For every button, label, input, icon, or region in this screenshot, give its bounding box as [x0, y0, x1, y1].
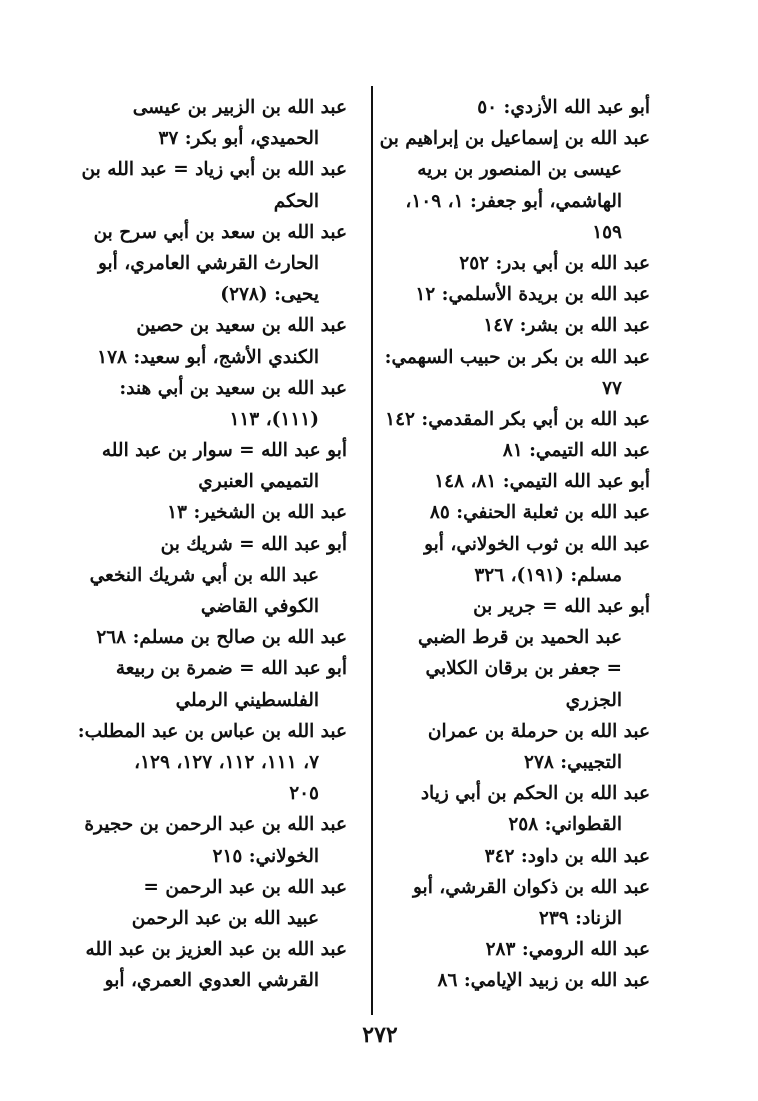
index-entry [350, 497, 650, 528]
index-entry [350, 591, 650, 716]
entry-line: أبو عبد الله التيمي: ٨١، ١٤٨ [434, 471, 650, 493]
index-entry [350, 716, 650, 778]
left-column [77, 92, 347, 996]
page-number: ٢٧٢ [362, 1022, 398, 1048]
entry-continuation-line: ٧٧ [602, 377, 622, 399]
entry-continuation-line: ١٥٩ [592, 221, 622, 243]
index-entry [350, 435, 650, 466]
index-entry [77, 622, 347, 653]
entry-continuation-line: الحميدي، أبو بكر: ٣٧ [158, 128, 319, 150]
index-entry [77, 154, 347, 216]
entry-continuation-line: الهاشمي، أبو جعفر: ١، ١٠٩، [405, 190, 622, 212]
entry-line: عبد الله بن عبد الرحمن بن حجيرة [84, 814, 347, 836]
entry-line: أبو عبد الله = سوار بن عبد الله [101, 440, 347, 462]
index-entry [350, 310, 650, 341]
index-entry [77, 373, 347, 435]
index-entry [77, 716, 347, 810]
entry-continuation-line: عبد الله بن أبي شريك النخعي [89, 564, 319, 586]
entry-continuation-line: القطواني: ٢٥٨ [508, 814, 622, 836]
entry-line: عبد الله بن حرملة بن عمران [427, 720, 650, 742]
index-entry [77, 809, 347, 871]
index-entry [350, 529, 650, 591]
entry-line: عبد الله بن إسماعيل بن إبراهيم بن [379, 128, 650, 150]
index-entry [350, 841, 650, 872]
entry-line: عبد الله بن الزبير بن عيسى [132, 97, 347, 118]
entry-continuation-line: يحيى: (٢٧٨) [220, 284, 319, 306]
entry-continuation-line: الجزري [565, 689, 622, 711]
entry-line: عبد الله بن الحكم بن أبي زياد [420, 783, 650, 805]
entry-continuation-line: عبيد الله بن عبد الرحمن [131, 907, 319, 929]
index-entry [350, 342, 650, 404]
entry-line: عبد الله بن داود: ٣٤٢ [484, 845, 650, 867]
entry-line: عبد الله بن عبد العزيز بن عبد الله [85, 939, 347, 961]
index-entry [77, 872, 347, 934]
index-entry [77, 92, 347, 154]
entry-line: عبد الله بن عبد الرحمن = [143, 876, 347, 898]
index-entry [350, 404, 650, 435]
entry-continuation-line: (١١١)، ١١٣ [229, 408, 319, 430]
entry-line: عبد الله بن سعيد بن حصين [136, 315, 347, 337]
index-entry [350, 778, 650, 840]
index-entry [77, 497, 347, 528]
entry-line: عبد الله بن صالح بن مسلم: ٢٦٨ [96, 627, 347, 649]
entry-continuation-line: عيسى بن المنصور بن بريه [417, 159, 622, 181]
entry-continuation-line: الكوفي القاضي [200, 596, 319, 617]
entry-line: عبد الله بن أبي بدر: ٢٥٢ [459, 252, 650, 274]
index-entry [77, 934, 347, 996]
entry-line: أبو عبد الله = جرير بن [473, 596, 650, 617]
entry-continuation-line: = جعفر بن برقان الكلابي [425, 658, 622, 680]
entry-line: عبد الله بن زبيد الإيامي: ٨٦ [437, 970, 650, 992]
entry-line: أبو عبد الله الأزدي: ٥٠ [477, 97, 650, 118]
index-entry [350, 123, 650, 248]
entry-continuation-line: الخولاني: ٢١٥ [212, 845, 319, 867]
entry-line: عبد الله بن بريدة الأسلمي: ١٢ [415, 284, 650, 306]
entry-line: عبد الله بن الشخير: ١٣ [167, 502, 347, 524]
index-entry [350, 934, 650, 965]
entry-line: عبد الله التيمي: ٨١ [502, 440, 650, 462]
entry-line: عبد الله الرومي: ٢٨٣ [485, 939, 650, 961]
entry-line: عبد الله بن بكر بن حبيب السهمي: [384, 346, 650, 368]
entry-line: أبو عبد الله = ضمرة بن ربيعة [115, 658, 347, 680]
index-entry [77, 310, 347, 372]
entry-continuation-line: التجيبي: ٢٧٨ [524, 751, 622, 773]
index-entry [350, 872, 650, 934]
entry-line: عبد الله بن ثعلبة الحنفي: ٨٥ [429, 502, 650, 524]
column-divider [371, 86, 373, 1015]
index-entry [350, 466, 650, 497]
entry-continuation-line: الزناد: ٢٣٩ [538, 907, 622, 929]
entry-continuation-line: القرشي العدوي العمري، أبو [104, 970, 319, 992]
index-entry [350, 92, 650, 123]
entry-continuation-line: عبد الحميد بن قرط الضبي [417, 627, 622, 649]
entry-line: أبو عبد الله = شريك بن [160, 533, 347, 555]
entry-continuation-line: الحكم [273, 190, 319, 212]
entry-line: عبد الله بن عباس بن عبد المطلب: [77, 720, 347, 742]
entry-continuation-line: الفلسطيني الرملي [175, 689, 319, 711]
entry-line: عبد الله بن ثوب الخولاني، أبو [424, 533, 650, 555]
index-entry [350, 279, 650, 310]
entry-continuation-line: الكندي الأشج، أبو سعيد: ١٧٨ [97, 346, 319, 368]
index-entry [77, 653, 347, 715]
index-entry [77, 529, 347, 623]
index-entry [350, 965, 650, 996]
entry-continuation-line: ٧، ١١١، ١١٢، ١٢٧، ١٢٩، [134, 751, 319, 773]
index-entry [350, 248, 650, 279]
entry-line: عبد الله بن أبي زياد = عبد الله بن [81, 159, 347, 181]
index-entry [77, 217, 347, 311]
entry-line: عبد الله بن أبي بكر المقدمي: ١٤٢ [385, 408, 650, 430]
index-entry [77, 435, 347, 497]
entry-continuation-line: الحارث القرشي العامري، أبو [97, 252, 319, 274]
entry-line: عبد الله بن بشر: ١٤٧ [483, 315, 650, 337]
entry-continuation-line: مسلم: (١٩١)، ٣٢٦ [474, 564, 622, 586]
entry-line: عبد الله بن سعيد بن أبي هند: [119, 377, 347, 399]
entry-continuation-line: التميمي العنبري [198, 471, 319, 493]
right-column [350, 92, 650, 996]
entry-line: عبد الله بن سعد بن أبي سرح بن [93, 221, 347, 243]
entry-continuation-line: ٢٠٥ [289, 783, 319, 805]
entry-line: عبد الله بن ذكوان القرشي، أبو [413, 876, 650, 898]
